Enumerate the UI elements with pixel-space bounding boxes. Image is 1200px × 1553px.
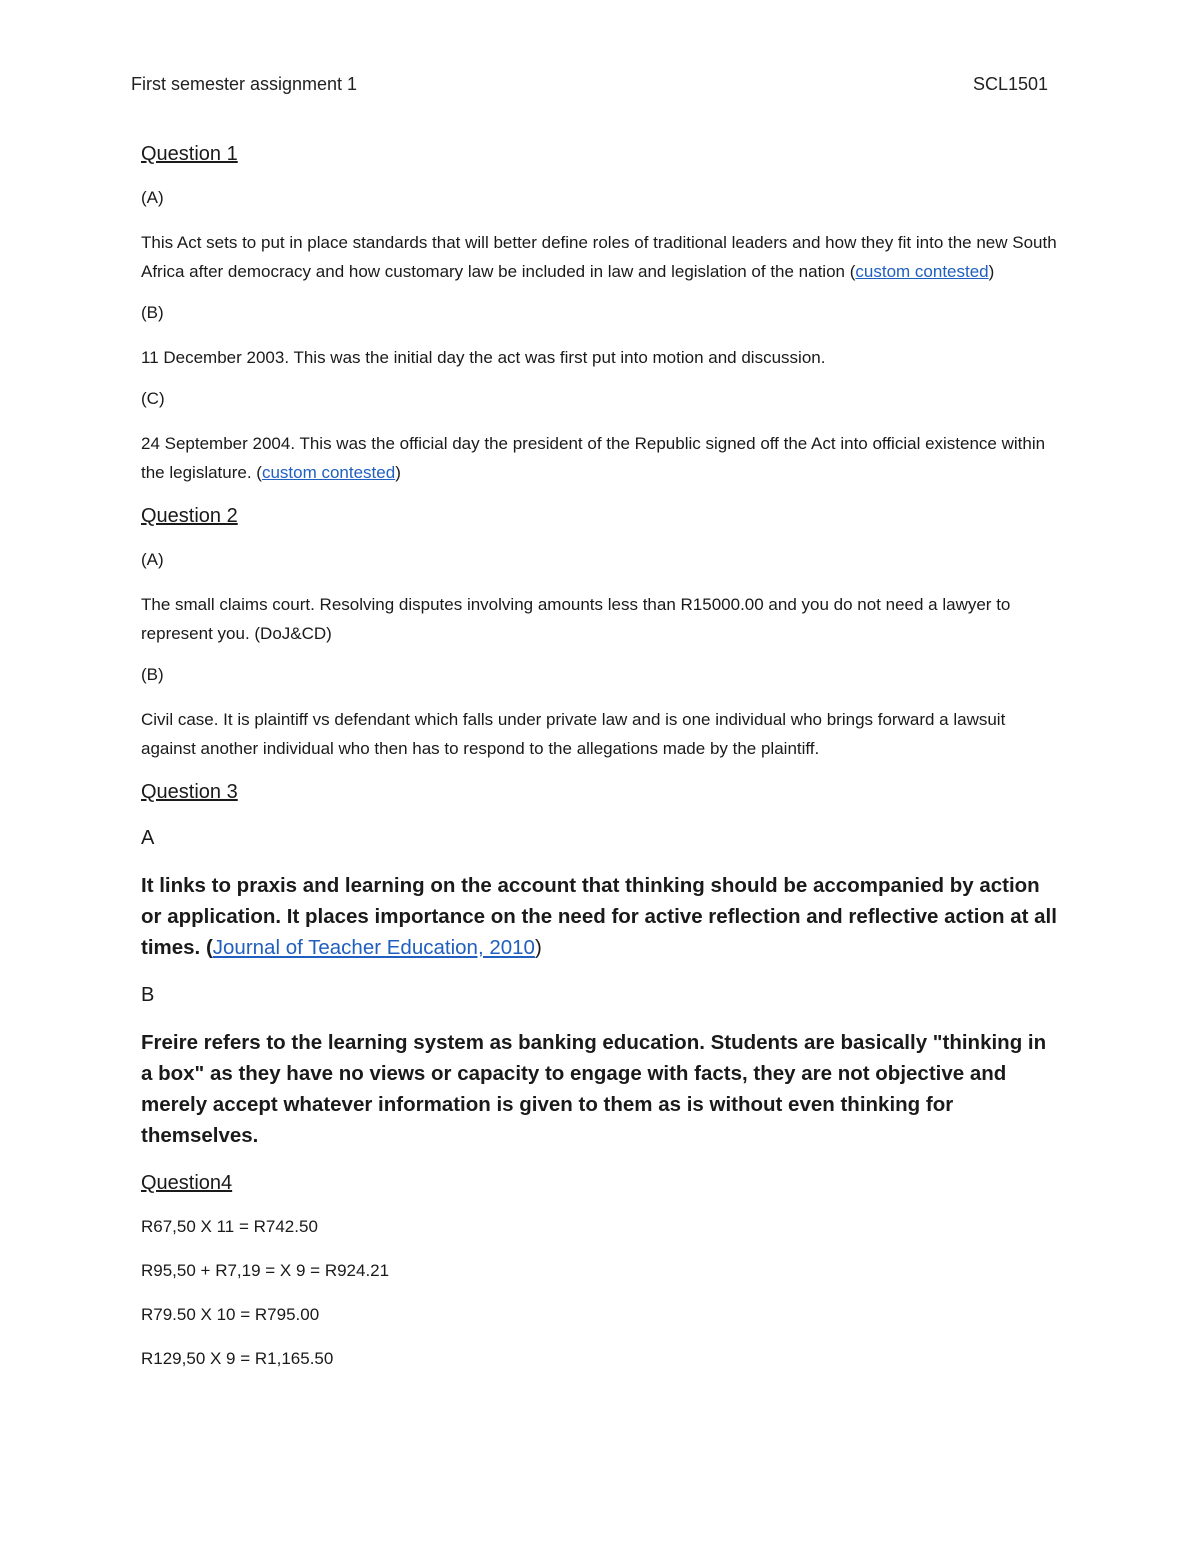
q1-c-label: (C) bbox=[141, 389, 165, 408]
calc-line: R67,50 X 11 = R742.50 bbox=[141, 1217, 318, 1236]
q1-c-answer bbox=[141, 429, 1061, 487]
header-course-code: SCL1501 bbox=[972, 74, 1048, 94]
q3-a-close: ) bbox=[534, 936, 542, 959]
q1-b-label: (B) bbox=[141, 303, 164, 322]
question-3-heading: Question 3 bbox=[141, 781, 238, 803]
calc-line: R95,50 + R7,19 = X 9 = R924.21 bbox=[141, 1261, 390, 1280]
q3-a-text: It links to praxis and learning on the account that thinking should be accompanied by action or application. It places importance on the need for active reflection and reflective action at all times. ( bbox=[141, 874, 1057, 959]
q1-a-answer bbox=[141, 228, 1061, 286]
q1-c-citation-link[interactable]: custom contested bbox=[261, 463, 396, 482]
q1-b-answer: 11 December 2003. This was the initial day the act was first put into motion and discussion. bbox=[141, 348, 826, 367]
q2-a-answer: The small claims court. Resolving disputes involving amounts less than R15000.00 and you do not need a lawyer to represent you. (DoJ&CD) bbox=[141, 595, 1011, 643]
document-body bbox=[141, 140, 1061, 1391]
q2-a-label: (A) bbox=[141, 550, 164, 569]
q2-b-label: (B) bbox=[141, 665, 164, 684]
q1-c-text: 24 September 2004. This was the official day the president of the Republic signed off the Act into official existence within the legislature. ( bbox=[141, 434, 1046, 482]
q3-b-answer: Freire refers to the learning system as banking education. Students are basically "thinking in a box" as they have no views or capacity to engage with facts, they are not objective and merely accept whatever information is given to them as is without even thinking for themselves. bbox=[141, 1031, 1047, 1147]
q1-a-close: ) bbox=[988, 262, 995, 281]
q1-c-close: ) bbox=[395, 463, 401, 482]
q3-a-label: A bbox=[141, 827, 155, 849]
q1-a-citation-link[interactable]: custom contested bbox=[855, 262, 989, 281]
header-title: First semester assignment 1 bbox=[131, 74, 358, 94]
calc-line: R129,50 X 9 = R1,165.50 bbox=[141, 1349, 334, 1368]
question-1-heading: Question 1 bbox=[141, 143, 238, 165]
q1-a-label: (A) bbox=[141, 188, 164, 207]
q3-a-answer bbox=[141, 870, 1061, 963]
q3-a-citation-link[interactable]: Journal of Teacher Education, 2010 bbox=[212, 936, 535, 959]
calc-line: R79.50 X 10 = R795.00 bbox=[141, 1305, 320, 1324]
question-2-heading: Question 2 bbox=[141, 505, 238, 527]
q2-b-answer: Civil case. It is plaintiff vs defendant which falls under private law and is one individual who brings forward a lawsuit against another individual who then has to respond to the allegations made by the plaintiff. bbox=[141, 710, 1006, 758]
question-4-heading: Question4 bbox=[141, 1172, 233, 1194]
q3-b-label: B bbox=[141, 984, 155, 1006]
q1-a-text: This Act sets to put in place standards that will better define roles of traditional leaders and how they fit into the new South Africa after democracy and how customary law be included in law and legislation of the nation ( bbox=[141, 233, 1057, 281]
